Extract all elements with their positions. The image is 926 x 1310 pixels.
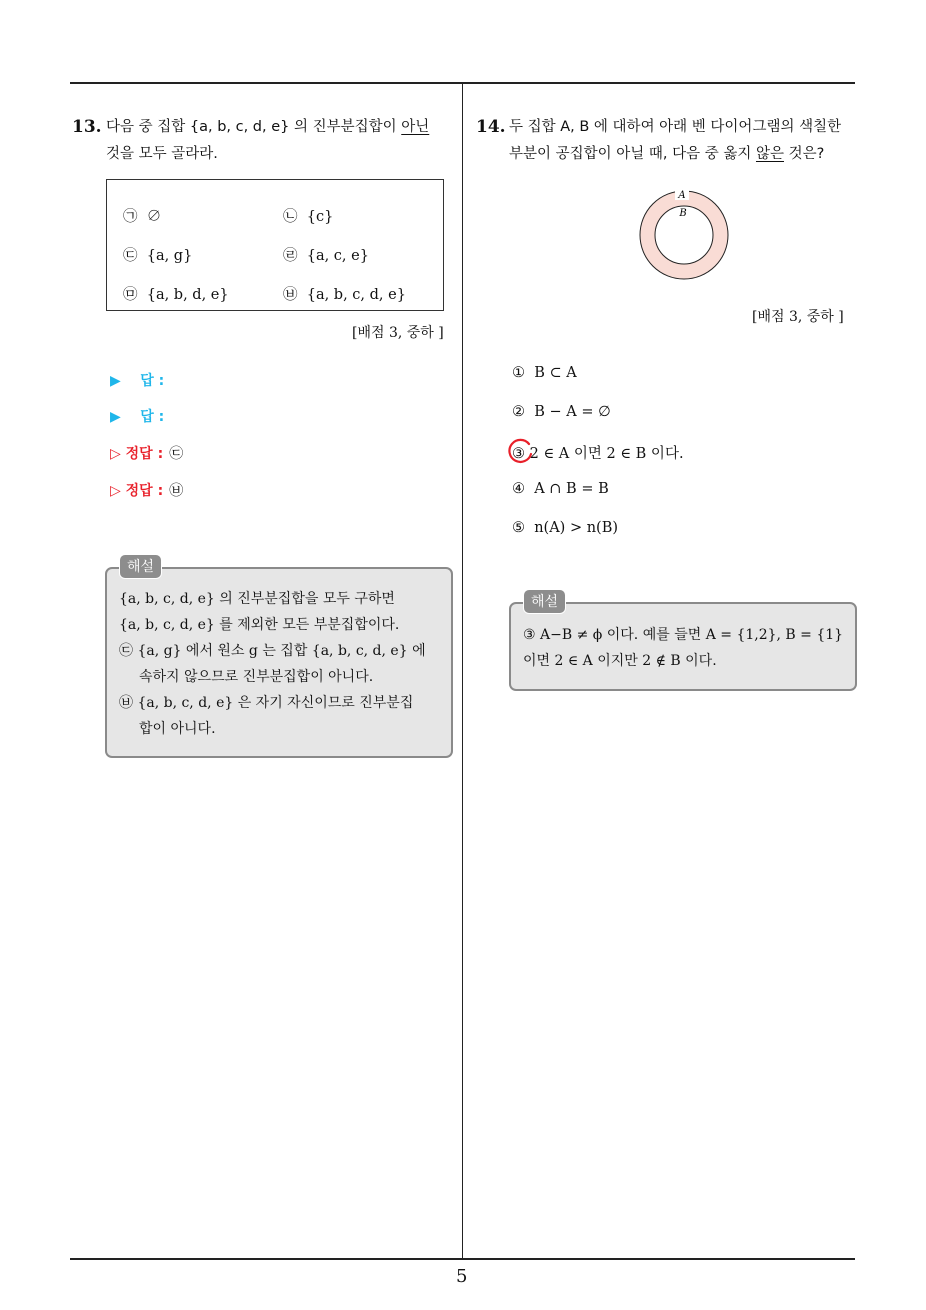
q13-choice-2: ㉡ {c} — [283, 209, 334, 225]
q13-explanation-box — [105, 567, 453, 758]
venn-label-a: A — [678, 190, 686, 201]
q13-choice-1: ㉠ ∅ — [123, 209, 162, 225]
q13-question-line2: 것을 모두 골라라. — [106, 146, 218, 162]
q14-number: 14. — [476, 117, 506, 137]
q14-explanation-tag: 해설 — [523, 589, 566, 614]
q14-option-4[interactable]: ④ A ∩ B = B — [512, 481, 609, 497]
play-arrow-icon: ▶ — [110, 373, 121, 389]
q14-explanation-box — [509, 602, 857, 691]
q14-score: [배점 3, 중하 ] — [752, 309, 844, 325]
q14-question-line2: 부분이 공집합이 아닐 때, 다음 중 옳지 않은 것은? — [509, 146, 825, 162]
q14-option-3[interactable]: ③ 2 ∈ A 이면 2 ∈ B 이다. — [512, 446, 684, 462]
answer-circle-mark — [505, 436, 535, 466]
q13-choice-6: ㉥ {a, b, c, d, e} — [283, 287, 406, 303]
q14-underline-word: 않은 — [755, 146, 784, 162]
q13-correct-row-1: ▷ 정답 : ㉢ — [110, 446, 184, 462]
q13-explanation-tag: 해설 — [119, 554, 162, 579]
q13-underline-word: 아닌 — [401, 119, 430, 135]
q14-option-5[interactable]: ⑤ n(A) > n(B) — [512, 520, 619, 536]
q13-explanation-line: ㉢ {a, g} 에서 원소 g 는 집합 {a, b, c, d, e} 에 — [119, 643, 426, 659]
q13-score: [배점 3, 중하 ] — [352, 325, 444, 341]
q14-question — [509, 114, 859, 168]
bottom-rule — [70, 1258, 855, 1260]
q13-choice-5: ㉤ {a, b, d, e} — [123, 287, 229, 303]
page-number: 5 — [456, 1266, 468, 1287]
q13-number: 13. — [72, 117, 102, 137]
outline-arrow-icon: ▷ — [110, 446, 121, 462]
q13-question — [106, 114, 458, 168]
venn-label-b: B — [679, 208, 687, 219]
column-divider — [462, 83, 463, 1259]
q13-explanation-line: {a, b, c, d, e} 를 제외한 모든 부분집합이다. — [119, 617, 400, 633]
q13-choice-3: ㉢ {a, g} — [123, 248, 193, 264]
outline-arrow-icon: ▷ — [110, 483, 121, 499]
q13-choice-box — [106, 179, 444, 311]
q13-question-line1: 다음 중 집합 {a, b, c, d, e} 의 진부분집합이 아닌 — [106, 119, 430, 135]
q13-explanation-line: {a, b, c, d, e} 의 진부분집합을 모두 구하면 — [119, 591, 395, 607]
q14-option-1[interactable]: ① B ⊂ A — [512, 365, 577, 381]
q13-explanation-line: ㉥ {a, b, c, d, e} 은 자기 자신이므로 진부분집 — [119, 695, 414, 711]
q13-choice-4: ㉣ {a, c, e} — [283, 248, 369, 264]
play-arrow-icon: ▶ — [110, 409, 121, 425]
venn-diagram — [630, 185, 740, 285]
q14-option-2[interactable]: ② B − A = ∅ — [512, 404, 611, 420]
q13-correct-row-2: ▷ 정답 : ㉥ — [110, 483, 184, 499]
q14-explanation-line: ③ A−B ≠ ϕ 이다. 예를 들면 A = {1,2}, B = {1} — [523, 627, 844, 643]
q13-explanation-line: 합이 아니다. — [139, 721, 216, 737]
q13-answer-row-1: ▶ 답 : — [110, 373, 165, 389]
q13-explanation-line: 속하지 않으므로 진부분집합이 아니다. — [139, 669, 374, 685]
q14-question-line1: 두 집합 A, B 에 대하여 아래 벤 다이어그램의 색칠한 — [509, 119, 842, 135]
q14-explanation-line: 이면 2 ∈ A 이지만 2 ∉ B 이다. — [523, 653, 717, 669]
q13-answer-row-2: ▶ 답 : — [110, 409, 165, 425]
